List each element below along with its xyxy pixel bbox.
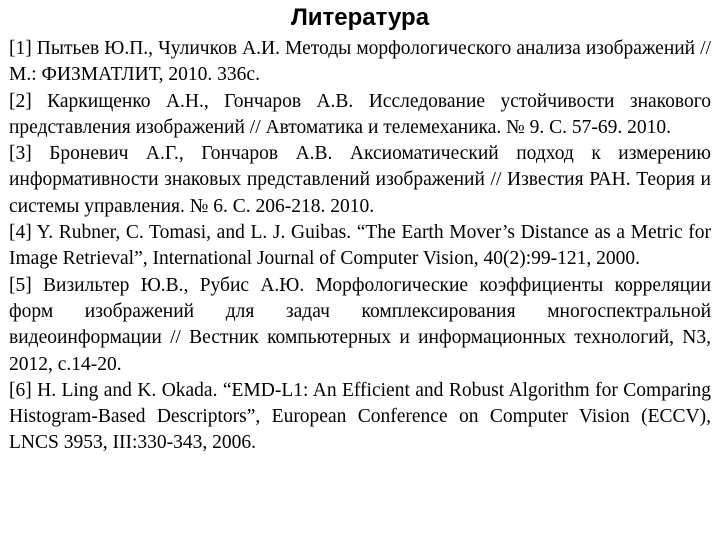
reference-line: знакового представления изображений // Автоматика и телемеханика. № 9.	[9, 90, 711, 138]
reference-item-5	[9, 273, 711, 378]
reference-item-2	[9, 89, 711, 142]
reference-list	[9, 36, 711, 457]
reference-line: [5] Визильтер Ю.В., Рубис А.Ю. Морфологические коэффициенты	[9, 274, 604, 296]
reference-line: [6] H. Ling and K. Okada. “EMD-L1: An Efficient and Robust Algorithm	[9, 379, 590, 401]
reference-item-6	[9, 378, 711, 457]
reference-item-3	[9, 141, 711, 220]
reference-line: информативности знаковых представлений изображений // Известия РАН.	[9, 169, 631, 191]
reference-line: Теория и системы управления. № 6. С. 206-218. 2010.	[9, 169, 711, 217]
reference-line: С. 57-69. 2010.	[549, 116, 672, 138]
reference-line: корреляции форм изображений для задач комплексирования	[9, 274, 712, 322]
reference-line: многоспектральной видеоинформации // Вестник компьютерных	[9, 300, 712, 349]
reference-line: [3] Броневич А.Г., Гончаров А.В. Аксиоматический подход к измерению	[9, 143, 711, 165]
reference-line: [1] Пытьев Ю.П., Чуличков А.И. Методы морфологического анализа	[9, 38, 581, 59]
reference-item-4	[9, 220, 711, 273]
reference-line: [2] Каркищенко А.Н., Гончаров А.В. Исследование устойчивости	[9, 90, 615, 112]
reference-line: a Metric for Image Retrieval”, International Journal of Computer Vision,	[9, 222, 711, 270]
reference-line: 40(2):99-121, 2000.	[483, 248, 640, 270]
reference-line: [4] Y. Rubner, C. Tomasi, and L. J. Guibas. “The Earth Mover’s Distance as	[9, 222, 611, 244]
reference-line: Computer Vision (ECCV), LNCS 3953, III:330-343, 2006.	[9, 406, 711, 454]
reference-line: for Comparing Histogram-Based Descriptors”, European Conference on	[9, 379, 712, 428]
reference-item-1	[9, 36, 711, 89]
reference-line: изображений // М.: ФИЗМАТЛИТ, 2010. 336с.	[9, 38, 712, 86]
page-title: Литература	[290, 4, 430, 31]
reference-line: и информационных технологий, N3, 2012, с.14-20.	[9, 327, 711, 375]
